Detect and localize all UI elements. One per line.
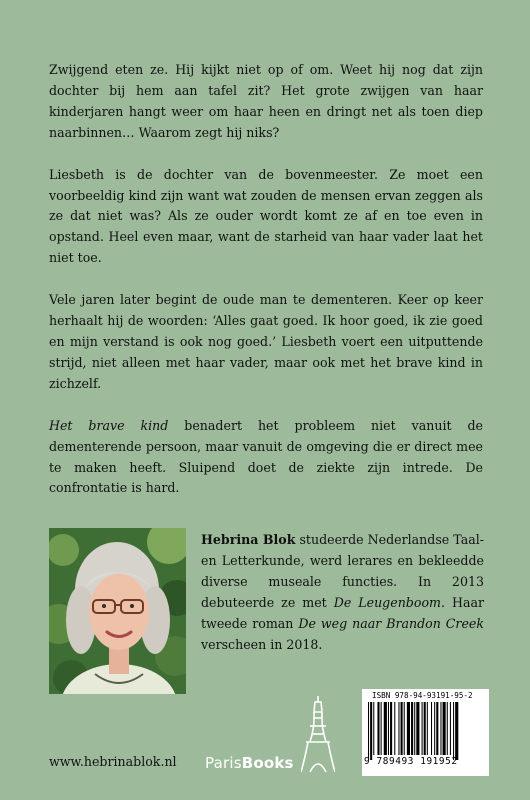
barcode-bar [381, 702, 382, 755]
barcode-bar [440, 702, 441, 755]
publisher-logo [205, 696, 335, 778]
blurb-paragraph-4 [49, 416, 483, 500]
barcode-bar [390, 702, 392, 755]
book-title-italic: Het brave kind [49, 417, 169, 433]
barcode-bar [377, 702, 379, 755]
author-name: Hebrina Blok [201, 532, 296, 547]
barcode-bar [431, 702, 432, 755]
second-novel-title: De weg naar Brandon Creek [298, 615, 484, 631]
publisher-name: ParisBooks [205, 754, 294, 772]
barcode-bar [368, 702, 369, 760]
blurb-paragraph-2: Liesbeth is de dochter van de bovenmeester. Ze moet een voorbeeldig kind zijn want wat zouden de mensen ervan zeggen als ze dat niet was? Als ze ouder wordt komt ze af en toe even in opstand. Heel even maar, want de starheid van haar vader laat het niet toe. [49, 166, 483, 266]
barcode-bar [443, 702, 446, 755]
debut-title: De Leugenboom [333, 594, 441, 610]
barcode-bar [434, 702, 435, 755]
barcode-digits: 9 789493 191952 [364, 756, 458, 767]
blurb-paragraph-1: Zwijgend eten ze. Hij kijkt niet op of om. Weet hij nog dat zijn dochter bij hem aan tafel zit? Het grote zwijgen van haar kinderjaren hangt weer om haar heen en dringt net als toen diep naarbinnen… Waarom zegt hij niks? [49, 62, 483, 140]
barcode-bar [401, 702, 403, 755]
blurb [49, 60, 483, 499]
barcode-bar [424, 702, 426, 755]
author-website: www.hebrinablok.nl [49, 754, 177, 769]
author-bio-text: Hebrina Blok studeerde Nederlandse Taal- en Letterkunde, werd lerares en bekleedde diverse museale functies. In 2013 debuteerde ze met De Leugenboom. Haar tweede roman De weg naar Brandon Creek verscheen in 2018. [201, 532, 484, 652]
barcode-bar [404, 702, 405, 755]
barcode-bar [416, 702, 419, 755]
barcode-bar [388, 702, 389, 755]
barcode-bar [450, 702, 451, 755]
barcode-bar [394, 702, 395, 755]
barcode-bar [455, 702, 458, 760]
eiffel-tower-icon [301, 696, 335, 774]
barcode-bar [453, 702, 454, 760]
barcode-bar [370, 702, 372, 760]
barcode-bar [447, 702, 448, 755]
barcode-bar [398, 702, 399, 755]
barcode-bar [436, 702, 438, 755]
barcode-bar [411, 702, 413, 755]
isbn-barcode [362, 689, 489, 776]
barcode-bar [373, 702, 374, 755]
blurb-paragraph-3: Vele jaren later begint de oude man te dementeren. Keer op keer herhaalt hij de woorden: ‘Alles gaat goed. Ik hoor goed, ik zie goed en mijn verstand is ook nog goed.’ Liesbeth voert een uitputtende strijd, niet alleen met haar vader, maar ook met het brave kind in zichzelf. [49, 292, 483, 391]
barcode-bar [414, 702, 415, 755]
barcode-bar [384, 702, 387, 755]
isbn-label: ISBN 978-94-93191-95-2 [372, 691, 473, 700]
blurb-paragraph-4-text: benadert het probleem niet vanuit de dementerende persoon, maar vanuit de omgeving die er direct mee te maken heeft. Sluipend doet de ziekte zijn intrede. De confrontatie is hard. [49, 417, 484, 496]
barcode-bars [368, 702, 483, 760]
barcode-bar [427, 702, 428, 755]
barcode-bar [422, 702, 423, 755]
author-bio [201, 530, 484, 655]
author-photo [49, 528, 186, 694]
barcode-bar [407, 702, 410, 755]
